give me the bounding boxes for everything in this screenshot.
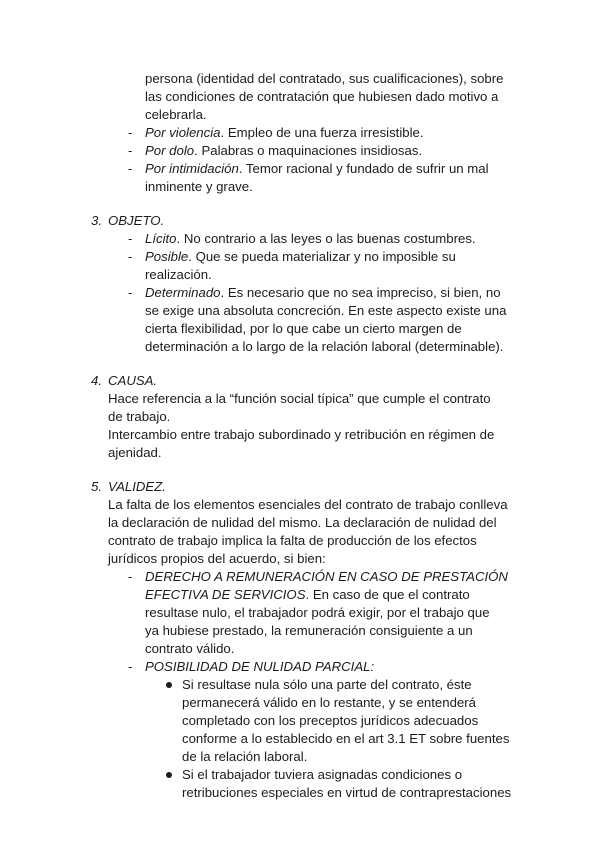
definition: . Palabras o maquinaciones insidiosas.	[194, 143, 423, 158]
list-item-continuation: cierta flexibilidad, por lo que cabe un cierto margen de	[145, 321, 462, 336]
continuation-line: persona (identidad del contratado, sus cualificaciones), sobre	[145, 71, 504, 86]
bullet-line: Si resultase nula sólo una parte del contrato, éste	[182, 677, 472, 692]
list-item-continuation: realización.	[145, 267, 212, 282]
term: Por intimidación	[145, 161, 239, 176]
list-item-violencia	[145, 124, 424, 142]
paragraph-line: de trabajo.	[108, 409, 171, 424]
term: Por dolo	[145, 143, 195, 158]
list-item-continuation: ya hubiese prestado, la remuneración consiguiente a un	[145, 623, 473, 638]
dash-bullet: -	[128, 285, 133, 300]
paragraph-line: ajenidad.	[108, 445, 162, 460]
dash-bullet: -	[128, 249, 133, 264]
list-item-continuation: se exige una absoluta concreción. En este aspecto existe una	[145, 303, 507, 318]
paragraph-line: Hace referencia a la “función social típica” que cumple el contrato	[108, 391, 491, 406]
list-item-determinado	[145, 284, 501, 302]
definition: . Empleo de una fuerza irresistible.	[220, 125, 424, 140]
paragraph-line: la declaración de nulidad del mismo. La declaración de nulidad del	[108, 515, 497, 530]
list-item-continuation: resultase nulo, el trabajador podrá exigir, por el trabajo que	[145, 605, 490, 620]
paragraph-line: Intercambio entre trabajo subordinado y retribución en régimen de	[108, 427, 495, 442]
paragraph-line: contrato de trabajo implica la falta de producción de los efectos	[108, 533, 477, 548]
section-title-objeto: OBJETO.	[108, 213, 165, 228]
bullet-line: completado con los preceptos jurídicos adecuados	[182, 713, 479, 728]
continuation-line: celebrarla.	[145, 107, 207, 122]
bullet-line: Si el trabajador tuviera asignadas condiciones o	[182, 767, 463, 782]
term: Por violencia	[145, 125, 221, 140]
list-item-licito	[145, 230, 476, 248]
term: Lícito	[145, 231, 177, 246]
bullet-dot	[166, 772, 172, 778]
term: Posible	[145, 249, 189, 264]
list-item-continuation: inminente y grave.	[145, 179, 253, 194]
list-item-dolo	[145, 142, 422, 160]
paragraph-line: jurídicos propios del acuerdo, si bien:	[108, 551, 326, 566]
subheading-nulidad-parcial: POSIBILIDAD DE NULIDAD PARCIAL:	[145, 659, 375, 674]
subheading-remuneracion-cont: EFECTIVA DE SERVICIOS	[145, 587, 306, 602]
bullet-dot	[166, 682, 172, 688]
dash-bullet: -	[128, 659, 133, 674]
definition: . En caso de que el contrato	[305, 587, 470, 602]
section-number: 3.	[91, 213, 102, 228]
dash-bullet: -	[128, 161, 133, 176]
subheading-remuneracion: DERECHO A REMUNERACIÓN EN CASO DE PRESTACIÓN	[145, 569, 508, 584]
list-item-posible	[145, 248, 456, 266]
bullet-line: conforme a lo establecido en el art 3.1 ET sobre fuentes	[182, 731, 510, 746]
definition: . Es necesario que no sea impreciso, si bien, no	[220, 285, 501, 300]
bullet-line: de la relación laboral.	[182, 749, 308, 764]
continuation-line: las condiciones de contratación que hubiesen dado motivo a	[145, 89, 499, 104]
dash-bullet: -	[128, 569, 133, 584]
section-title-validez: VALIDEZ.	[108, 479, 166, 494]
definition: . No contrario a las leyes o las buenas costumbres.	[176, 231, 476, 246]
section-title-causa: CAUSA.	[108, 373, 158, 388]
list-item-intimidacion	[145, 160, 489, 178]
bullet-line: permanecerá válido en lo restante, y se entenderá	[182, 695, 476, 710]
dash-bullet: -	[128, 125, 133, 140]
section-number: 5.	[91, 479, 102, 494]
dash-bullet: -	[128, 143, 133, 158]
definition: . Que se pueda materializar y no imposible su	[188, 249, 456, 264]
bullet-line: retribuciones especiales en virtud de contraprestaciones	[182, 785, 512, 800]
definition: . Temor racional y fundado de sufrir un mal	[238, 161, 489, 176]
list-item-continuation: contrato válido.	[145, 641, 235, 656]
section-number: 4.	[91, 373, 102, 388]
dash-bullet: -	[128, 231, 133, 246]
subheading-remuneracion-line2	[145, 586, 470, 604]
paragraph-line: La falta de los elementos esenciales del contrato de trabajo conlleva	[108, 497, 508, 512]
term: Determinado	[145, 285, 221, 300]
list-item-continuation: determinación a lo largo de la relación laboral (determinable).	[145, 339, 504, 354]
